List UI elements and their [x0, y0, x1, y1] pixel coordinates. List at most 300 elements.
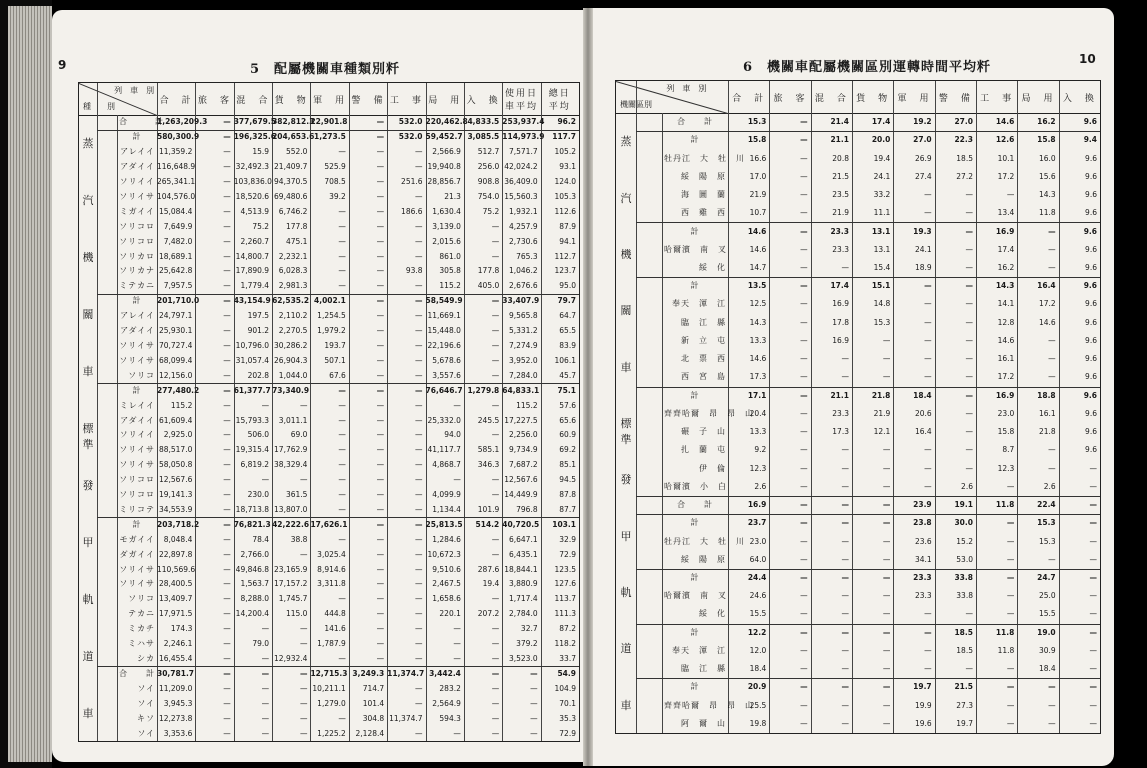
- column-header: 警 備: [351, 95, 385, 106]
- table-cell: 265,341.1: [157, 177, 196, 187]
- table-cell: 2.6: [1043, 481, 1056, 491]
- table-row: [79, 547, 579, 562]
- table-cell: 19,315.4: [235, 445, 270, 455]
- table-cell: —: [415, 281, 423, 291]
- table-cell: 3,945.3: [163, 698, 193, 708]
- page-number-left: 9: [58, 58, 67, 72]
- table-cell: 45.7: [559, 370, 576, 380]
- table-cell: —: [261, 624, 270, 634]
- table-cell: 16.9: [832, 299, 849, 309]
- table-cell: 19,940.8: [427, 162, 461, 172]
- row-label: ミガイイ: [119, 206, 155, 216]
- table-cell: —: [223, 162, 231, 172]
- table-cell: 514.2: [475, 519, 500, 529]
- table-row: [79, 279, 579, 294]
- table-cell: 40,720.5: [502, 519, 540, 529]
- table-cell: —: [1089, 718, 1097, 728]
- table-cell: 377,679.5: [233, 117, 276, 127]
- table-cell: —: [415, 355, 423, 365]
- table-cell: 8.7: [1002, 445, 1015, 455]
- table-cell: —: [491, 698, 500, 708]
- table-cell: 19,141.3: [158, 490, 193, 500]
- table-cell: —: [299, 728, 308, 738]
- side-label: 車: [82, 706, 94, 720]
- table-cell: 87.2: [559, 624, 576, 634]
- row-label: ソリイサ: [119, 564, 155, 574]
- table-cell: 17.4: [830, 281, 849, 291]
- row-label: ソリコロ: [119, 221, 155, 231]
- table-row: [79, 458, 579, 473]
- table-cell: —: [376, 221, 385, 231]
- table-cell: —: [882, 627, 891, 637]
- table-cell: 1,263,209.3: [157, 117, 208, 127]
- table-cell: —: [338, 654, 346, 663]
- row-label: 合 計: [119, 668, 155, 678]
- table-cell: 11,374.7: [389, 713, 423, 723]
- table-cell: 73,340.9: [272, 385, 310, 395]
- row-label: ソリイサ: [119, 341, 155, 350]
- table-header: [616, 81, 1100, 114]
- table-cell: 11,359.2: [158, 147, 193, 157]
- row-separator: [97, 294, 579, 295]
- table-cell: 220,462.8: [425, 117, 468, 127]
- table-row: [79, 517, 579, 532]
- table-row: [616, 678, 1100, 696]
- table-cell: —: [1048, 335, 1056, 345]
- row-separator: [636, 387, 1100, 388]
- table-cell: 196,325.6: [233, 132, 276, 142]
- table-cell: 9.6: [1085, 153, 1097, 163]
- table-row: [616, 350, 1100, 368]
- table-cell: —: [882, 591, 891, 601]
- table-cell: 532.0: [398, 132, 423, 142]
- table-cell: —: [882, 354, 891, 364]
- table-cell: 9.6: [1085, 244, 1097, 254]
- table-cell: 8,914.6: [317, 564, 346, 574]
- table-cell: —: [223, 475, 231, 485]
- table-cell: 9.6: [1083, 117, 1097, 127]
- row-label: アレイイ: [120, 147, 155, 157]
- table-cell: 114,973.9: [502, 132, 545, 142]
- table-cell: —: [841, 664, 849, 674]
- table-cell: 19.8: [749, 718, 767, 728]
- table-cell: 26,904.3: [274, 355, 308, 365]
- table-cell: —: [338, 415, 346, 425]
- table-row: [79, 428, 579, 443]
- table-cell: 475.1: [285, 236, 308, 246]
- table-cell: —: [338, 206, 346, 216]
- row-label: 綏 陽 原: [681, 554, 726, 564]
- table-cell: —: [841, 609, 849, 619]
- table-cell: 15.2: [956, 536, 973, 546]
- table-cell: 14.6: [995, 117, 1015, 127]
- table-row: [616, 113, 1100, 131]
- table-cell: 2,766.0: [240, 549, 270, 559]
- table-cell: 2,925.0: [163, 430, 193, 440]
- table-cell: 7,571.7: [508, 147, 538, 157]
- table-cell: 14,449.9: [504, 490, 538, 500]
- table-cell: —: [800, 135, 808, 145]
- table-cell: —: [376, 117, 385, 127]
- table-cell: —: [223, 266, 231, 276]
- table-cell: —: [415, 445, 423, 455]
- table-cell: —: [338, 594, 346, 604]
- table-cell: —: [882, 645, 891, 655]
- table-cell: —: [223, 490, 231, 500]
- table-cell: 2,246.1: [163, 639, 193, 649]
- table-cell: —: [299, 475, 308, 485]
- table-cell: 23.3: [832, 408, 849, 418]
- table-cell: 9.6: [1085, 262, 1097, 272]
- table-cell: —: [338, 221, 346, 231]
- row-label: 計: [690, 627, 700, 637]
- table-cell: —: [453, 400, 461, 410]
- table-cell: 23.6: [914, 536, 932, 546]
- table-cell: —: [376, 177, 385, 187]
- table-cell: 105.3: [554, 191, 576, 201]
- table-cell: 2,270.5: [278, 326, 308, 336]
- table-cell: —: [800, 518, 808, 528]
- table-cell: —: [1006, 609, 1015, 619]
- table-cell: —: [1089, 645, 1097, 655]
- table-row: [79, 115, 579, 130]
- table-cell: 12,932.4: [274, 654, 308, 663]
- row-label: ミレイイ: [119, 400, 155, 410]
- page-number-right: 10: [1079, 52, 1096, 66]
- table-cell: 1,932.1: [508, 206, 538, 216]
- table-cell: —: [376, 490, 385, 500]
- table-cell: 1,046.2: [508, 266, 538, 276]
- table-cell: 65.6: [559, 415, 576, 425]
- table-cell: —: [800, 317, 808, 327]
- row-separator: [636, 678, 1100, 679]
- table-cell: 17.0: [749, 171, 767, 181]
- table-cell: —: [530, 683, 538, 693]
- table-cell: 9.6: [1085, 299, 1097, 309]
- table-cell: 17,227.5: [504, 415, 538, 425]
- table-cell: 13.1: [871, 226, 891, 236]
- table-cell: —: [841, 445, 849, 455]
- table-row: [616, 405, 1100, 423]
- table-cell: —: [223, 311, 231, 321]
- table-cell: —: [338, 400, 346, 410]
- row-label: 牡丹江 大 牡 川: [664, 536, 745, 546]
- table-cell: —: [800, 408, 808, 418]
- table-cell: 2,564.9: [432, 698, 461, 708]
- table-cell: 18.4: [913, 390, 932, 400]
- table-row: [79, 249, 579, 264]
- table-row: [79, 294, 579, 309]
- column-header: 旅 客: [773, 93, 807, 104]
- table-cell: 220.1: [439, 609, 461, 619]
- table-row: [79, 637, 579, 652]
- table-cell: 251.6: [401, 177, 423, 187]
- table-cell: 87.9: [559, 221, 576, 231]
- table-cell: —: [491, 490, 500, 500]
- table-cell: 93.1: [559, 162, 576, 172]
- table-cell: —: [453, 728, 461, 738]
- table-cell: —: [223, 534, 231, 544]
- table-cell: 3,085.5: [467, 132, 500, 142]
- side-label: 汽: [620, 191, 632, 205]
- table-cell: —: [1048, 372, 1056, 382]
- table-cell: 8,048.4: [163, 534, 193, 544]
- table-cell: 11,209.0: [158, 683, 193, 693]
- table-cell: —: [223, 147, 231, 157]
- table-cell: 15.8: [747, 135, 767, 145]
- table-cell: —: [415, 728, 423, 738]
- table-row: [79, 324, 579, 339]
- table-cell: 94.1: [559, 236, 576, 246]
- table-cell: —: [800, 372, 808, 382]
- table-cell: 35.3: [559, 713, 576, 723]
- table-cell: —: [223, 594, 231, 604]
- table-cell: 17.2: [997, 372, 1015, 382]
- table-row: [79, 204, 579, 219]
- table-cell: —: [1089, 572, 1097, 582]
- row-label: ソリイサ: [119, 579, 155, 589]
- table-cell: —: [1089, 591, 1097, 601]
- table-cell: 34,553.9: [158, 504, 193, 514]
- table-cell: —: [376, 326, 385, 336]
- table-cell: —: [415, 639, 423, 649]
- table-cell: —: [1006, 700, 1015, 710]
- table-cell: 19.2: [913, 117, 932, 127]
- table-cell: 27.0: [954, 117, 973, 127]
- table-cell: 13.5: [747, 281, 767, 291]
- column-header: 警 備: [938, 93, 972, 104]
- table-cell: 87.8: [559, 490, 576, 500]
- table-cell: 115.2: [170, 400, 193, 410]
- table-cell: 186.6: [401, 206, 423, 216]
- table-cell: —: [1006, 518, 1015, 528]
- table-cell: 33.7: [559, 654, 576, 663]
- table-row: [616, 368, 1100, 386]
- table-cell: —: [415, 579, 423, 589]
- table-cell: —: [841, 572, 849, 582]
- table-cell: —: [924, 481, 932, 491]
- table-cell: 16.9: [832, 335, 849, 345]
- row-label: 合 計: [677, 500, 713, 510]
- table-cell: 123.7: [554, 266, 576, 276]
- table-cell: —: [376, 549, 385, 559]
- row-label: ミテカニ: [119, 281, 155, 291]
- table-cell: 23.0: [997, 408, 1015, 418]
- table-cell: —: [924, 445, 932, 455]
- table-cell: —: [1048, 463, 1056, 473]
- table-cell: 12.2: [747, 627, 767, 637]
- table-cell: —: [965, 609, 973, 619]
- table-cell: 17.3: [832, 427, 849, 437]
- table-cell: —: [338, 236, 346, 246]
- table-cell: 19.4: [873, 153, 891, 163]
- table-cell: 177.8: [477, 266, 500, 276]
- table-cell: —: [491, 370, 500, 380]
- table-cell: 4,868.7: [432, 460, 461, 470]
- table-cell: —: [453, 475, 461, 485]
- table-cell: 25,332.0: [427, 415, 461, 425]
- table-cell: —: [491, 639, 500, 649]
- table-cell: 17.2: [1038, 299, 1056, 309]
- table-cell: 72.9: [559, 728, 576, 738]
- row-label: アダイイ: [120, 326, 155, 336]
- table-cell: —: [223, 579, 231, 589]
- row-label: 計: [690, 572, 700, 582]
- table-row: [79, 562, 579, 577]
- table-cell: —: [415, 564, 423, 574]
- column-header: 使用日 車平均: [504, 89, 538, 112]
- column-header: 工 事: [389, 95, 423, 106]
- table-cell: 2,467.5: [432, 579, 461, 589]
- row-label: ミリコテ: [119, 504, 155, 514]
- table-cell: —: [415, 385, 423, 395]
- table-cell: 7,274.9: [508, 341, 538, 350]
- row-label: 海 圖 蘭: [681, 190, 726, 200]
- header-corner-top: 列 車 別: [666, 84, 707, 93]
- table-cell: 38,329.4: [274, 460, 308, 470]
- row-separator: [636, 496, 1100, 497]
- table-cell: —: [415, 534, 423, 544]
- table-cell: —: [800, 445, 808, 455]
- table-cell: 13,409.7: [158, 594, 193, 604]
- table-cell: —: [261, 475, 270, 485]
- table-cell: 11.1: [873, 208, 891, 218]
- table-cell: 754.0: [477, 191, 500, 201]
- table-cell: 30,286.2: [274, 341, 308, 350]
- table-row: [616, 605, 1100, 623]
- table-cell: 9,510.6: [432, 564, 461, 574]
- table-cell: 64.0: [749, 554, 767, 564]
- table-cell: 19.3: [913, 226, 932, 236]
- row-label: 哈爾濱 小 白: [664, 481, 727, 491]
- table-cell: —: [453, 654, 461, 663]
- table-cell: —: [415, 430, 423, 440]
- table-cell: 2,232.1: [278, 251, 308, 261]
- table-cell: —: [299, 400, 308, 410]
- table-cell: 15,793.3: [235, 415, 270, 425]
- table-cell: 15.3: [1038, 536, 1056, 546]
- table-cell: —: [800, 554, 808, 564]
- table-cell: 3,139.0: [432, 221, 461, 231]
- table-cell: 714.7: [362, 683, 385, 693]
- table-cell: —: [1006, 572, 1015, 582]
- table-cell: 23.3: [913, 572, 932, 582]
- row-label: 綏 化: [699, 262, 726, 272]
- table-cell: 1,225.2: [317, 728, 346, 738]
- row-label: ソイ: [137, 728, 155, 738]
- side-label: 標準: [620, 417, 632, 446]
- row-label: ソイ: [137, 683, 155, 693]
- table-cell: —: [882, 682, 891, 692]
- table-cell: 21,409.7: [274, 162, 308, 172]
- table-row: [616, 478, 1100, 496]
- table-cell: 22.3: [954, 135, 973, 145]
- table-cell: 12.0: [749, 645, 767, 655]
- table-cell: 23.9: [913, 500, 932, 510]
- table-cell: 17.8: [832, 317, 849, 327]
- table-cell: 193.7: [324, 341, 346, 350]
- table-cell: —: [800, 190, 808, 200]
- table-cell: —: [491, 221, 500, 231]
- row-label: 齊齊哈爾 昂 昂 山: [664, 408, 754, 418]
- table-cell: —: [924, 208, 932, 218]
- table-cell: 78.4: [252, 534, 270, 544]
- table-cell: 4,833.5: [467, 117, 500, 127]
- row-label: 計: [132, 385, 142, 395]
- table-cell: 23.3: [914, 591, 932, 601]
- table-cell: 21.1: [830, 390, 849, 400]
- table-cell: 10,211.1: [312, 683, 346, 693]
- row-label: 臨 江 縣: [681, 317, 726, 327]
- column-header: 合 計: [732, 93, 766, 104]
- table-cell: —: [415, 400, 423, 410]
- table-cell: —: [924, 609, 932, 619]
- table-cell: —: [376, 594, 385, 604]
- table-cell: 6,028.3: [278, 266, 308, 276]
- table-cell: 20.9: [747, 682, 767, 692]
- side-label: 軌: [82, 592, 94, 606]
- table-row: [79, 652, 579, 667]
- row-label: 扎 蘭 屯: [681, 445, 726, 455]
- table-cell: 19.0: [1037, 627, 1056, 637]
- table-cell: 69.2: [559, 445, 576, 455]
- table-cell: 14.6: [749, 244, 767, 254]
- table-cell: 256.0: [477, 162, 500, 172]
- table-cell: 6,819.2: [240, 460, 270, 470]
- table-cell: 9.6: [1085, 171, 1097, 181]
- table-cell: —: [1089, 627, 1097, 637]
- table-cell: 61,377.7: [233, 385, 271, 395]
- table-row: [616, 587, 1100, 605]
- table-row: [616, 277, 1100, 295]
- table-cell: 115.2: [516, 400, 538, 410]
- table-cell: —: [415, 236, 423, 246]
- table-cell: 2,256.0: [508, 430, 538, 440]
- table-cell: —: [841, 554, 849, 564]
- table-cell: —: [376, 654, 385, 663]
- left-page: [52, 10, 583, 762]
- table-cell: 201,710.0: [157, 296, 200, 306]
- table-cell: —: [530, 698, 538, 708]
- column-header: 入 換: [1062, 93, 1096, 104]
- row-label: ソリカロ: [119, 251, 155, 261]
- table-cell: —: [376, 475, 385, 485]
- table-cell: —: [1006, 190, 1015, 200]
- table-cell: 72.9: [559, 549, 576, 559]
- row-label: ソリイイ: [119, 177, 155, 187]
- table-cell: —: [491, 355, 500, 365]
- table-cell: 25,813.5: [425, 519, 463, 529]
- table-cell: —: [415, 311, 423, 321]
- table-cell: —: [223, 117, 231, 127]
- table-cell: 21.1: [830, 135, 849, 145]
- side-label: 車: [620, 698, 632, 712]
- table-cell: 22,196.6: [427, 341, 461, 350]
- table-cell: 57.6: [559, 400, 576, 410]
- table-cell: —: [376, 266, 385, 276]
- table-cell: 34.1: [914, 554, 932, 564]
- row-label: 西 雞 西: [681, 208, 726, 218]
- side-label: 車: [620, 360, 632, 374]
- row-label: 計: [690, 226, 700, 236]
- table-cell: 103,836.0: [233, 177, 272, 187]
- table-title-right: 6 機關車配屬機關區別運轉時間平均粁: [743, 60, 992, 75]
- table-cell: —: [376, 296, 385, 306]
- table-cell: 31,057.4: [235, 355, 270, 365]
- table-row: [79, 190, 579, 205]
- table-cell: 11.8: [997, 645, 1015, 655]
- table-cell: 23.3: [830, 226, 849, 236]
